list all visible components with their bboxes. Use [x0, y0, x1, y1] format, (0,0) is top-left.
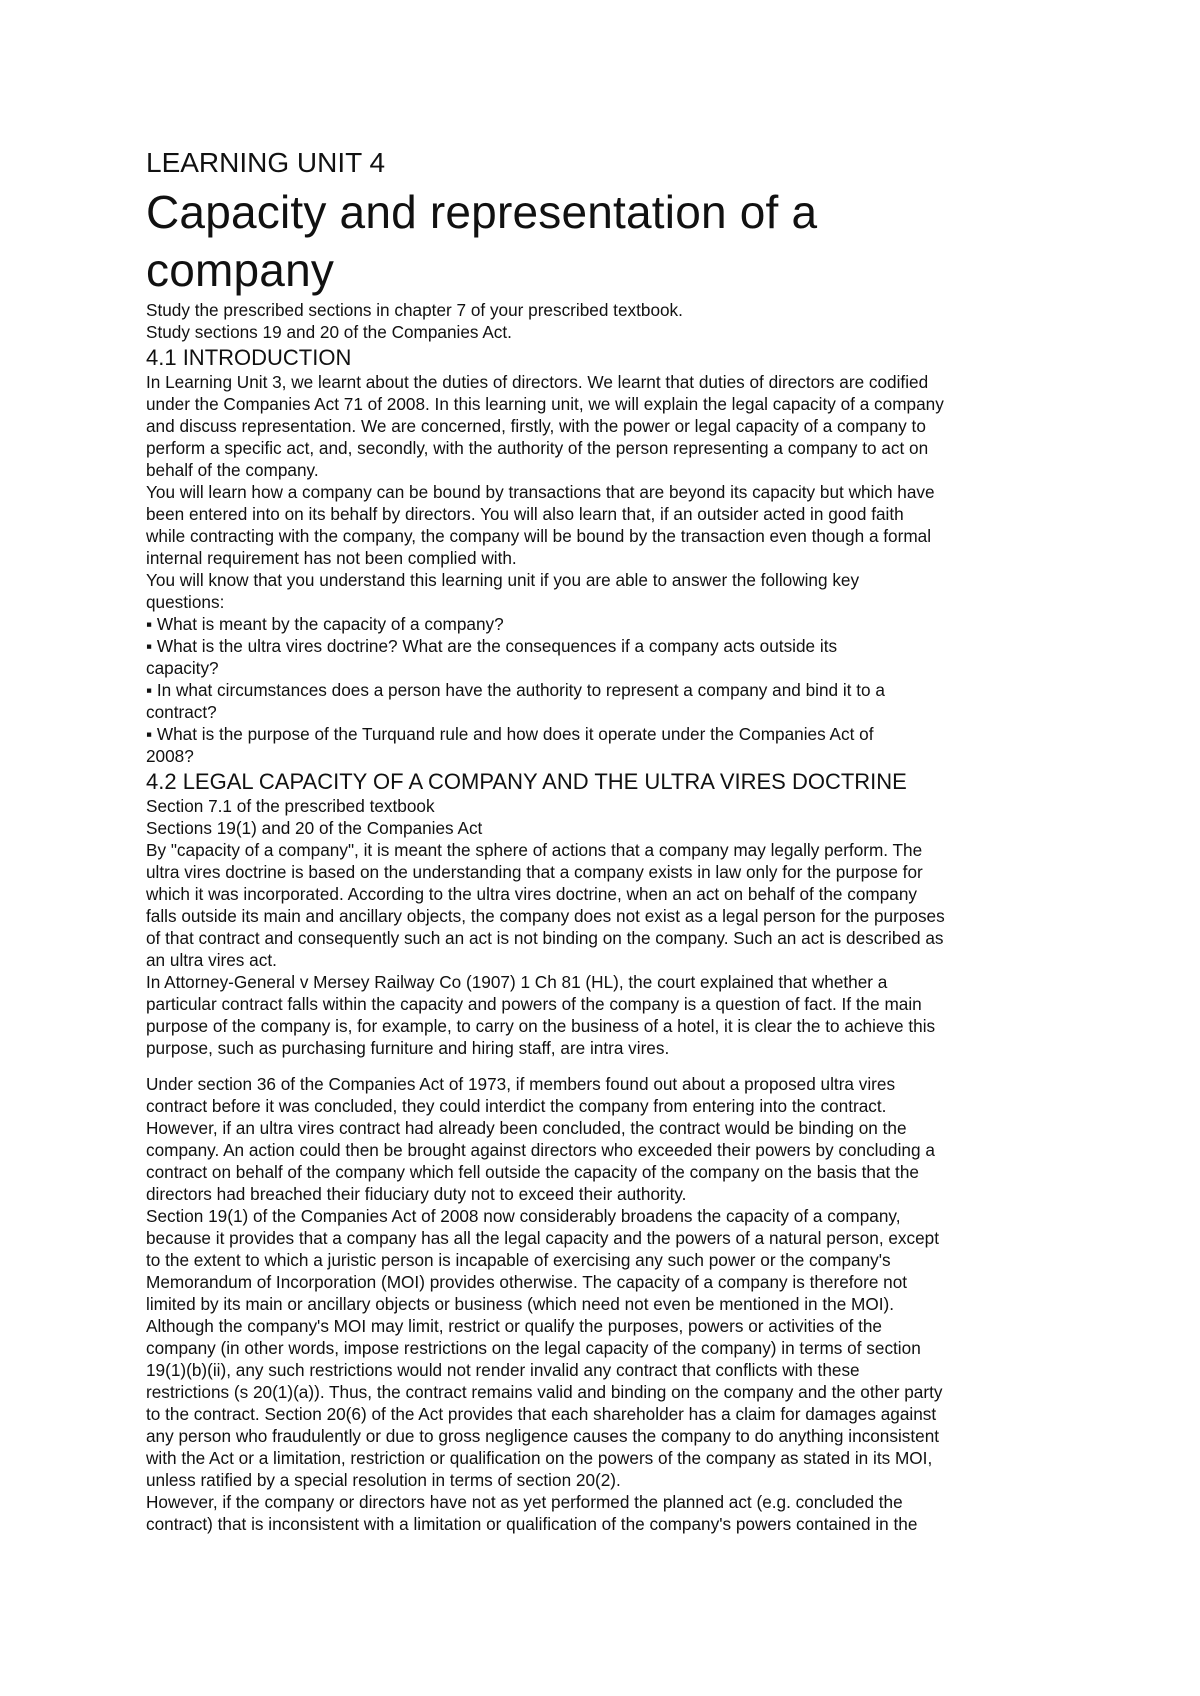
text-line: capacity? [146, 658, 219, 678]
section-legal-capacity-body-a [146, 795, 1080, 1059]
text-line: By "capacity of a company", it is meant the sphere of actions that a company may legally perform. The [146, 840, 923, 860]
title-line: company [146, 244, 335, 296]
text-line: 2008? [146, 746, 194, 766]
text-line: behalf of the company. [146, 460, 319, 480]
study-line: Study sections 19 and 20 of the Companies Act. [146, 322, 512, 342]
text-line: Section 7.1 of the prescribed textbook [146, 796, 435, 816]
text-line: Section 19(1) of the Companies Act of 2008 now considerably broadens the capacity of a company, [146, 1206, 901, 1226]
study-line: Study the prescribed sections in chapter 7 of your prescribed textbook. [146, 300, 683, 320]
text-line: contract? [146, 702, 217, 722]
text-line: company (in other words, impose restrictions on the legal capacity of the company) in terms of section [146, 1338, 921, 1358]
text-line: contract) that is inconsistent with a limitation or qualification of the company's powers contained in the [146, 1514, 918, 1534]
text-line: falls outside its main and ancillary objects, the company does not exist as a legal person for the purposes [146, 906, 945, 926]
title-line: Capacity and representation of a [146, 186, 818, 238]
text-line: any person who fraudulently or due to gross negligence causes the company to do anything inconsistent [146, 1426, 940, 1446]
section-heading-introduction: 4.1 INTRODUCTION [146, 345, 352, 370]
text-line: because it provides that a company has all the legal capacity and the powers of a natural person, except [146, 1228, 940, 1248]
text-line: Although the company's MOI may limit, restrict or qualify the purposes, powers or activities of the [146, 1316, 882, 1336]
section-introduction-body [146, 371, 1080, 767]
document-title [146, 183, 1080, 299]
text-line: particular contract falls within the capacity and powers of the company is a question of fact. If the main [146, 994, 922, 1014]
text-line: while contracting with the company, the company will be bound by the transaction even though a formal [146, 526, 932, 546]
text-line: ▪ What is the ultra vires doctrine? What are the consequences if a company acts outside its [146, 636, 838, 656]
text-line: limited by its main or ancillary objects or business (which need not even be mentioned in the MOI). [146, 1294, 895, 1314]
text-line: to the extent to which a juristic person is incapable of exercising any such power or the company's [146, 1250, 891, 1270]
text-line: However, if an ultra vires contract had already been concluded, the contract would be binding on the [146, 1118, 907, 1138]
text-line: ▪ What is meant by the capacity of a company? [146, 614, 504, 634]
text-line: of that contract and consequently such an act is not binding on the company. Such an act is described as [146, 928, 944, 948]
text-line: purpose of the company is, for example, to carry on the business of a hotel, it is clear the to achieve this [146, 1016, 936, 1036]
text-line: internal requirement has not been complied with. [146, 548, 517, 568]
text-line: You will learn how a company can be bound by transactions that are beyond its capacity but which have [146, 482, 935, 502]
text-line: contract on behalf of the company which fell outside the capacity of the company on the basis that the [146, 1162, 919, 1182]
text-line: ultra vires doctrine is based on the understanding that a company exists in law only for the purpose for [146, 862, 923, 882]
text-line: with the Act or a limitation, restriction or qualification on the powers of the company as stated in its MOI, [146, 1448, 933, 1468]
text-line: However, if the company or directors have not as yet performed the planned act (e.g. concluded the [146, 1492, 903, 1512]
text-line: purpose, such as purchasing furniture and hiring staff, are intra vires. [146, 1038, 670, 1058]
text-line: Memorandum of Incorporation (MOI) provides otherwise. The capacity of a company is therefore not [146, 1272, 908, 1292]
text-line: ▪ In what circumstances does a person have the authority to represent a company and bind it to a [146, 680, 885, 700]
text-line: perform a specific act, and, secondly, with the authority of the person representing a company to act on [146, 438, 929, 458]
section-legal-capacity-body-b [146, 1073, 1080, 1535]
text-line: unless ratified by a special resolution in terms of section 20(2). [146, 1470, 621, 1490]
text-line: ▪ What is the purpose of the Turquand rule and how does it operate under the Companies Act of [146, 724, 874, 744]
section-heading-legal-capacity: 4.2 LEGAL CAPACITY OF A COMPANY AND THE ULTRA VIRES DOCTRINE [146, 769, 907, 794]
text-line: under the Companies Act 71 of 2008. In this learning unit, we will explain the legal capacity of a company [146, 394, 944, 414]
text-line: questions: [146, 592, 225, 612]
text-line: directors had breached their fiduciary duty not to exceed their authority. [146, 1184, 687, 1204]
text-line: In Learning Unit 3, we learnt about the duties of directors. We learnt that duties of directors are codified [146, 372, 929, 392]
study-instructions [146, 299, 1080, 343]
text-line: to the contract. Section 20(6) of the Act provides that each shareholder has a claim for damages against [146, 1404, 937, 1424]
text-line: an ultra vires act. [146, 950, 277, 970]
text-line: contract before it was concluded, they could interdict the company from entering into the contract. [146, 1096, 887, 1116]
unit-label: LEARNING UNIT 4 [146, 147, 386, 178]
text-line: and discuss representation. We are concerned, firstly, with the power or legal capacity of a company to [146, 416, 926, 436]
text-line: restrictions (s 20(1)(a)). Thus, the contract remains valid and binding on the company and the other party [146, 1382, 943, 1402]
text-line: which it was incorporated. According to the ultra vires doctrine, when an act on behalf of the company [146, 884, 918, 904]
text-line: Sections 19(1) and 20 of the Companies Act [146, 818, 483, 838]
text-line: 19(1)(b)(ii), any such restrictions would not render invalid any contract that conflicts with these [146, 1360, 860, 1380]
text-line: You will know that you understand this learning unit if you are able to answer the following key [146, 570, 860, 590]
text-line: been entered into on its behalf by directors. You will also learn that, if an outsider acted in good faith [146, 504, 904, 524]
text-line: Under section 36 of the Companies Act of 1973, if members found out about a proposed ultra vires [146, 1074, 896, 1094]
text-line: company. An action could then be brought against directors who exceeded their powers by concluding a [146, 1140, 935, 1160]
text-line: In Attorney-General v Mersey Railway Co (1907) 1 Ch 81 (HL), the court explained that whether a [146, 972, 888, 992]
paragraph-gap [146, 1059, 1080, 1073]
